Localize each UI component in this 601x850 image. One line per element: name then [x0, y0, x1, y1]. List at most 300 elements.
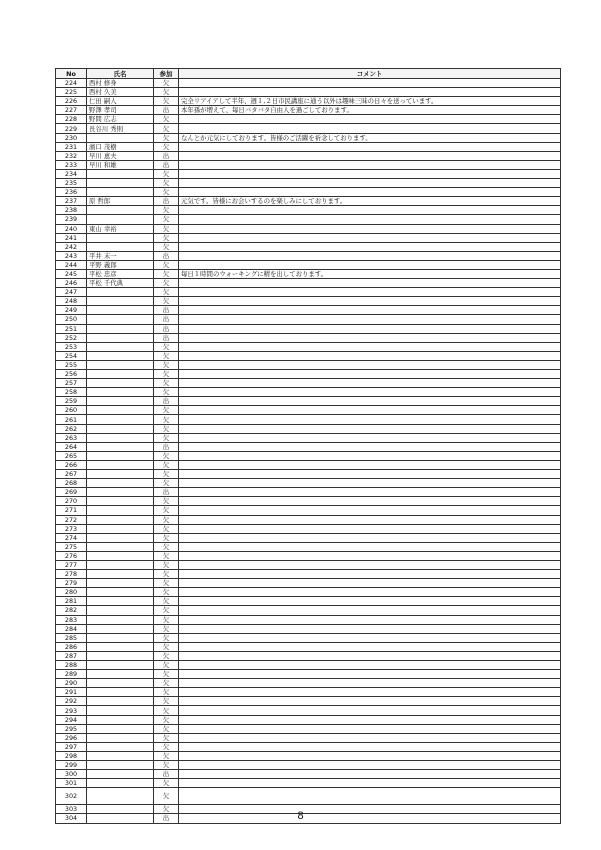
row-number: 276 [56, 551, 87, 560]
row-number: 261 [56, 415, 87, 424]
row-attendance: 出 [154, 333, 179, 342]
row-number: 288 [56, 661, 87, 670]
row-name [87, 751, 154, 760]
row-attendance: 欠 [154, 615, 179, 624]
row-attendance: 出 [154, 442, 179, 451]
row-comment [179, 515, 561, 524]
table-row [56, 197, 561, 206]
row-number: 254 [56, 351, 87, 360]
row-name [87, 451, 154, 460]
row-comment [179, 424, 561, 433]
row-attendance: 欠 [154, 142, 179, 151]
table-row [56, 415, 561, 424]
row-comment: 本年孫が増えて、毎日バタバタ自由人を過ごしております。 [179, 106, 561, 115]
row-attendance: 欠 [154, 706, 179, 715]
row-number: 224 [56, 79, 87, 88]
row-name [87, 342, 154, 351]
row-comment [179, 324, 561, 333]
row-name [87, 670, 154, 679]
row-attendance: 欠 [154, 370, 179, 379]
row-comment [179, 551, 561, 560]
row-comment [179, 661, 561, 670]
row-attendance: 欠 [154, 506, 179, 515]
row-number: 303 [56, 805, 87, 814]
row-comment [179, 342, 561, 351]
row-number: 286 [56, 642, 87, 651]
row-attendance: 出 [154, 251, 179, 260]
row-name [87, 206, 154, 215]
table-row [56, 242, 561, 251]
row-attendance: 欠 [154, 188, 179, 197]
table-row [56, 379, 561, 388]
row-number: 266 [56, 460, 87, 469]
row-name: 東山 幸裕 [87, 224, 154, 233]
row-attendance: 欠 [154, 215, 179, 224]
row-comment [179, 697, 561, 706]
table-row [56, 715, 561, 724]
row-number: 230 [56, 133, 87, 142]
row-comment [179, 751, 561, 760]
table-row [56, 388, 561, 397]
row-attendance: 出 [154, 306, 179, 315]
row-comment [179, 615, 561, 624]
row-attendance: 欠 [154, 751, 179, 760]
table-row [56, 551, 561, 560]
table-row [56, 570, 561, 579]
row-name [87, 779, 154, 788]
row-name [87, 233, 154, 242]
row-attendance: 欠 [154, 597, 179, 606]
table-row [56, 297, 561, 306]
table-row [56, 397, 561, 406]
row-number: 298 [56, 751, 87, 760]
row-attendance: 欠 [154, 242, 179, 251]
row-number: 227 [56, 106, 87, 115]
table-row [56, 115, 561, 124]
row-number: 280 [56, 588, 87, 597]
row-attendance: 出 [154, 488, 179, 497]
row-comment [179, 633, 561, 642]
table-row [56, 642, 561, 651]
row-comment [179, 251, 561, 260]
row-attendance: 欠 [154, 233, 179, 242]
row-attendance: 欠 [154, 279, 179, 288]
table-row [56, 342, 561, 351]
row-number: 264 [56, 442, 87, 451]
row-attendance: 欠 [154, 260, 179, 269]
row-comment [179, 415, 561, 424]
row-comment [179, 642, 561, 651]
row-comment [179, 242, 561, 251]
table-row [56, 315, 561, 324]
row-number: 249 [56, 306, 87, 315]
table-row [56, 460, 561, 469]
table-header [56, 69, 561, 79]
row-name [87, 460, 154, 469]
row-name: 野澤 孝司 [87, 106, 154, 115]
row-attendance: 欠 [154, 733, 179, 742]
row-attendance: 欠 [154, 551, 179, 560]
table-row [56, 706, 561, 715]
row-number: 296 [56, 733, 87, 742]
row-name [87, 315, 154, 324]
row-name [87, 524, 154, 533]
row-attendance: 欠 [154, 497, 179, 506]
row-comment [179, 470, 561, 479]
row-comment [179, 479, 561, 488]
row-name [87, 770, 154, 779]
row-number: 234 [56, 169, 87, 178]
row-number: 237 [56, 197, 87, 206]
table-row [56, 542, 561, 551]
row-comment [179, 706, 561, 715]
table-row [56, 260, 561, 269]
row-comment [179, 606, 561, 615]
table-row [56, 488, 561, 497]
row-comment [179, 142, 561, 151]
row-name [87, 388, 154, 397]
row-attendance: 欠 [154, 79, 179, 88]
row-comment [179, 279, 561, 288]
table-row [56, 670, 561, 679]
table-row [56, 679, 561, 688]
row-attendance: 欠 [154, 560, 179, 569]
row-comment [179, 460, 561, 469]
row-comment [179, 733, 561, 742]
table-row [56, 597, 561, 606]
row-number: 246 [56, 279, 87, 288]
row-number: 300 [56, 770, 87, 779]
table-row [56, 151, 561, 160]
table-row [56, 370, 561, 379]
row-number: 265 [56, 451, 87, 460]
table-row [56, 451, 561, 460]
row-attendance: 欠 [154, 415, 179, 424]
row-name [87, 169, 154, 178]
row-name [87, 288, 154, 297]
row-attendance: 欠 [154, 697, 179, 706]
row-name: 平井 末一 [87, 251, 154, 260]
row-name [87, 406, 154, 415]
row-number: 272 [56, 515, 87, 524]
table-row [56, 188, 561, 197]
row-number: 247 [56, 288, 87, 297]
row-number: 292 [56, 697, 87, 706]
row-name [87, 351, 154, 360]
row-number: 269 [56, 488, 87, 497]
row-comment [179, 597, 561, 606]
row-name: 長谷川 秀則 [87, 124, 154, 133]
row-comment [179, 297, 561, 306]
row-name: 原 哲郎 [87, 197, 154, 206]
row-name [87, 651, 154, 660]
row-comment [179, 679, 561, 688]
row-name [87, 297, 154, 306]
row-name [87, 606, 154, 615]
row-attendance: 欠 [154, 624, 179, 633]
row-number: 283 [56, 615, 87, 624]
row-comment: 元気です。皆様にお会いするのを楽しみにしております。 [179, 197, 561, 206]
row-name [87, 542, 154, 551]
row-comment [179, 88, 561, 97]
row-comment [179, 570, 561, 579]
row-number: 245 [56, 269, 87, 278]
row-name: 野間 広志 [87, 115, 154, 124]
table-row [56, 442, 561, 451]
table-row [56, 333, 561, 342]
table-row [56, 624, 561, 633]
table-row [56, 761, 561, 770]
row-comment [179, 333, 561, 342]
row-comment [179, 160, 561, 169]
row-number: 242 [56, 242, 87, 251]
row-attendance: 出 [154, 324, 179, 333]
table-row [56, 324, 561, 333]
row-number: 250 [56, 315, 87, 324]
row-number: 253 [56, 342, 87, 351]
row-number: 226 [56, 97, 87, 106]
row-attendance: 欠 [154, 351, 179, 360]
row-number: 263 [56, 433, 87, 442]
row-comment [179, 288, 561, 297]
row-attendance: 欠 [154, 688, 179, 697]
row-name [87, 715, 154, 724]
row-name [87, 551, 154, 560]
row-name [87, 706, 154, 715]
row-attendance: 欠 [154, 715, 179, 724]
row-attendance: 欠 [154, 360, 179, 369]
row-attendance: 欠 [154, 297, 179, 306]
row-name [87, 579, 154, 588]
row-attendance: 出 [154, 315, 179, 324]
row-attendance: 欠 [154, 206, 179, 215]
row-name [87, 597, 154, 606]
row-number: 291 [56, 688, 87, 697]
table-row [56, 633, 561, 642]
row-name [87, 360, 154, 369]
page-number: 8 [297, 810, 304, 822]
row-attendance: 出 [154, 197, 179, 206]
row-comment: 完全リアイアして半年、週１,２日市民講座に通う以外は趣味三昧の日々を送っています。 [179, 97, 561, 106]
row-attendance: 欠 [154, 651, 179, 660]
table-row [56, 606, 561, 615]
header-comment: コメント [179, 69, 561, 79]
row-comment [179, 124, 561, 133]
row-comment [179, 188, 561, 197]
row-comment [179, 624, 561, 633]
row-number: 258 [56, 388, 87, 397]
row-name: 平野 義郎 [87, 260, 154, 269]
table-row [56, 770, 561, 779]
row-attendance: 出 [154, 397, 179, 406]
row-name [87, 415, 154, 424]
row-number: 229 [56, 124, 87, 133]
row-name [87, 788, 154, 805]
row-comment [179, 788, 561, 805]
row-name: 仁田 嗣人 [87, 97, 154, 106]
row-number: 295 [56, 724, 87, 733]
row-name [87, 633, 154, 642]
row-attendance: 欠 [154, 124, 179, 133]
row-number: 257 [56, 379, 87, 388]
row-number: 243 [56, 251, 87, 260]
row-number: 225 [56, 88, 87, 97]
row-attendance: 欠 [154, 97, 179, 106]
row-name [87, 506, 154, 515]
row-comment [179, 260, 561, 269]
row-number: 235 [56, 179, 87, 188]
row-name [87, 661, 154, 670]
row-name [87, 697, 154, 706]
row-name: 平松 忠彦 [87, 269, 154, 278]
table-row [56, 133, 561, 142]
row-number: 284 [56, 624, 87, 633]
row-name [87, 242, 154, 251]
row-number: 289 [56, 670, 87, 679]
table-row [56, 588, 561, 597]
row-number: 293 [56, 706, 87, 715]
row-name [87, 306, 154, 315]
row-attendance: 欠 [154, 224, 179, 233]
table-body [56, 79, 561, 824]
row-comment [179, 560, 561, 569]
row-name [87, 642, 154, 651]
row-attendance: 欠 [154, 679, 179, 688]
table-row [56, 751, 561, 760]
row-name: 平松 千代典 [87, 279, 154, 288]
row-attendance: 欠 [154, 633, 179, 642]
row-name [87, 379, 154, 388]
row-comment [179, 779, 561, 788]
row-attendance: 欠 [154, 179, 179, 188]
table-row [56, 479, 561, 488]
row-number: 256 [56, 370, 87, 379]
row-number: 238 [56, 206, 87, 215]
row-number: 248 [56, 297, 87, 306]
row-attendance: 欠 [154, 115, 179, 124]
row-name [87, 488, 154, 497]
row-attendance: 欠 [154, 788, 179, 805]
row-attendance: 欠 [154, 424, 179, 433]
row-number: 277 [56, 560, 87, 569]
row-name [87, 724, 154, 733]
table-row [56, 779, 561, 788]
table-row [56, 269, 561, 278]
table-row [56, 169, 561, 178]
table-row [56, 742, 561, 751]
row-name [87, 588, 154, 597]
table-row [56, 433, 561, 442]
row-comment [179, 506, 561, 515]
row-comment [179, 370, 561, 379]
header-name: 氏名 [87, 69, 154, 79]
row-number: 252 [56, 333, 87, 342]
row-attendance: 欠 [154, 388, 179, 397]
row-name [87, 215, 154, 224]
row-comment [179, 533, 561, 542]
row-comment [179, 215, 561, 224]
row-attendance: 欠 [154, 542, 179, 551]
row-comment [179, 742, 561, 751]
table-row [56, 124, 561, 133]
table-row [56, 515, 561, 524]
row-number: 278 [56, 570, 87, 579]
row-comment [179, 497, 561, 506]
row-name [87, 615, 154, 624]
row-attendance: 欠 [154, 670, 179, 679]
row-attendance: 欠 [154, 406, 179, 415]
table-row [56, 179, 561, 188]
row-comment [179, 406, 561, 415]
row-comment [179, 524, 561, 533]
row-number: 241 [56, 233, 87, 242]
row-number: 232 [56, 151, 87, 160]
row-attendance: 欠 [154, 524, 179, 533]
row-attendance: 欠 [154, 579, 179, 588]
row-name [87, 433, 154, 442]
row-attendance: 欠 [154, 588, 179, 597]
row-number: 268 [56, 479, 87, 488]
row-number: 271 [56, 506, 87, 515]
row-attendance: 欠 [154, 515, 179, 524]
header-attendance: 参加 [154, 69, 179, 79]
row-name [87, 397, 154, 406]
row-name [87, 188, 154, 197]
row-attendance: 欠 [154, 288, 179, 297]
table-row [56, 79, 561, 88]
row-name: 西村 久美 [87, 88, 154, 97]
row-number: 228 [56, 115, 87, 124]
row-number: 301 [56, 779, 87, 788]
row-comment [179, 206, 561, 215]
table-row [56, 88, 561, 97]
row-attendance: 欠 [154, 169, 179, 178]
row-name [87, 497, 154, 506]
row-comment [179, 306, 561, 315]
row-comment [179, 724, 561, 733]
row-number: 282 [56, 606, 87, 615]
table-row [56, 733, 561, 742]
table-row [56, 724, 561, 733]
row-comment [179, 351, 561, 360]
row-attendance: 欠 [154, 761, 179, 770]
row-comment [179, 379, 561, 388]
row-number: 287 [56, 651, 87, 660]
row-comment [179, 151, 561, 160]
row-attendance: 欠 [154, 433, 179, 442]
row-comment [179, 315, 561, 324]
row-name [87, 560, 154, 569]
table-row [56, 206, 561, 215]
row-name [87, 179, 154, 188]
row-comment [179, 224, 561, 233]
table-row [56, 615, 561, 624]
row-name: 早川 和雄 [87, 160, 154, 169]
row-name: 西村 修身 [87, 79, 154, 88]
attendance-table [55, 68, 561, 824]
row-number: 239 [56, 215, 87, 224]
row-name [87, 533, 154, 542]
row-name [87, 370, 154, 379]
table-row [56, 424, 561, 433]
row-name [87, 442, 154, 451]
table-row [56, 470, 561, 479]
header-no: No [56, 69, 87, 79]
table-row [56, 579, 561, 588]
row-comment [179, 360, 561, 369]
row-comment [179, 233, 561, 242]
row-attendance: 欠 [154, 88, 179, 97]
